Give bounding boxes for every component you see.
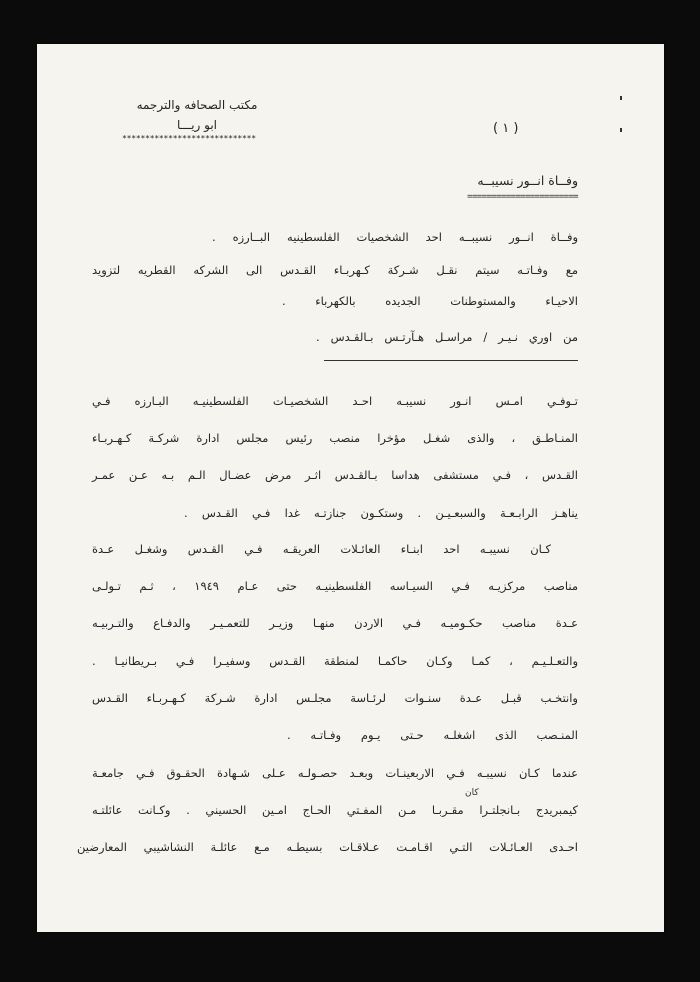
title-underline: ======================= — [467, 192, 578, 202]
body-line: كيمبريدج بـانجلتـرا مقـربـا مـن المفـتي الحـاج امـين الحسيني . وكـانت عائلتـه — [92, 803, 578, 817]
body-line: المنـاطـق ، والذى شغـل مؤخرا منصب رئيس مجلس ادارة شركـة كـهـربـاء — [92, 431, 578, 445]
lead-line: وفــاة انــور نسيبــه احد الشخصيات الفلسطينيه البــارزه . — [212, 230, 578, 244]
office-name: مكتب الصحافه والترجمه — [136, 98, 258, 112]
office-subtitle: ابو ريـــا — [176, 118, 218, 132]
lead-line: مع وفـاتـه سيتم نقـل شـركة كـهربـاء القـدس الى الشركه القطريه لتزويد — [92, 263, 578, 277]
document-title: وفــاة انــور نسيبــه — [477, 173, 578, 188]
body-line: كـان نسيبـه احد ابنـاء العائـلات العريقـه فـي القـدس وشغـل عـدة — [92, 542, 551, 556]
body-line: عـدة مناصب حكـوميـه فـي الاردن منهـا وزيـر للتعمـيـر والدفـاع والتـربيـه — [92, 616, 578, 630]
body-line: المنـصب الذى اشغلـه حـتى يـوم وفـاتـه . — [287, 728, 578, 742]
body-line: والتعـلـيـم ، كمـا وكـان حاكمـا لمنطقة القـدس وسفيـرا فـي بـريطانيـا . — [92, 654, 578, 668]
byline-rule — [324, 360, 578, 361]
lead-line: الاحيـاء والمستوطنات الجديده بالكهرباء . — [282, 294, 578, 308]
body-line: عندما كـان نسيبـه فـي الاربعينـات وبعـد حصـولـه عـلى شـهادة الحقـوق فـي جامعـة — [92, 766, 578, 780]
header-separator: ***************************** — [122, 134, 256, 143]
body-line: تـوفـي امـس انـور نسيبـه احـد الشخصيـات الفلسطينيـه البـارزه فـي — [92, 394, 578, 408]
body-line: مناصب مركزيـه فـي السيـاسه الفلسطينيـه حتى عـام ١٩٤٩ ، ثـم تـولـى — [92, 579, 578, 593]
handwritten-insertion: كان — [465, 788, 479, 798]
byline: من اوري نـيـر / مراسـل هـآرتـس بـالقـدس . — [316, 330, 578, 344]
page-number: ( ١ ) — [493, 121, 519, 136]
body-line: يناهـز الرابـعـة والسبعـيـن . وستكـون جنازتـه غدا فـي القـدس . — [184, 506, 578, 520]
margin-mark — [620, 96, 622, 100]
body-line: القـدس ، فـي مستشفى هداسا بـالقـدس اثـر مرض عضـال الـم بـه عـن عمـر — [92, 468, 578, 482]
margin-mark — [620, 128, 622, 132]
document-page — [37, 44, 664, 932]
body-line: وانتخـب قبـل عـدة سنـوات لرئـاسة مجلـس ادارة شـركة كـهـربـاء القـدس — [92, 691, 578, 705]
body-line: احـدى العـائـلات التـي اقـامـت عـلاقـات بسيطـه مـع عائلـة النشاشيبي المعارضين — [77, 840, 578, 854]
